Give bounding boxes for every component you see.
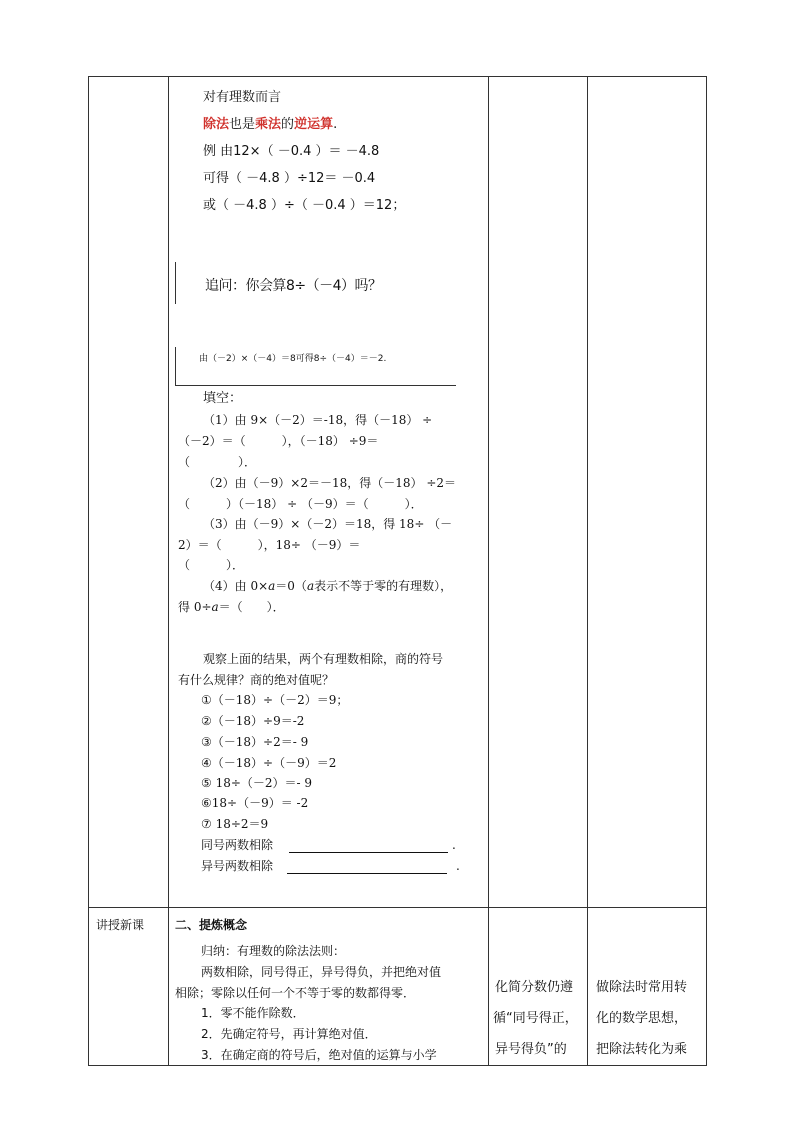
note-2: 2．先确定符号，再计算绝对值． xyxy=(201,1027,377,1041)
fill-title: 填空： xyxy=(203,391,243,406)
table-top-border xyxy=(88,76,707,77)
intent-note-line1: 做除法时常用转 xyxy=(596,980,688,995)
table-left-border xyxy=(88,76,89,1066)
diff-sign-end: . xyxy=(456,859,460,873)
rule-line1: 两数相除，同号得正，异号得负，并把绝对值 xyxy=(201,965,442,979)
answer-text: 由（－2）×（－4）＝8可得8÷（－4）＝－2. xyxy=(199,354,387,364)
observe-item: ④（－18）÷（－9）＝2 xyxy=(201,756,337,770)
term-multiplication: 乘法 xyxy=(255,117,282,132)
fill-q1-line1: （1）由 9×（－2）＝-18，得（－18） ÷ xyxy=(203,413,433,427)
question-bar xyxy=(175,262,176,304)
rule-line2: 相除；零除以任何一个不等于零的数都得零． xyxy=(175,986,416,1000)
result-line-2: 或（ －4.8 ）÷（ －0.4 ）＝12； xyxy=(203,198,406,213)
table-bottom-border xyxy=(88,1065,707,1066)
intent-note-line3: 把除法转化为乘 xyxy=(596,1042,688,1057)
diff-sign-line xyxy=(201,860,273,872)
fill-q2-line1: （2）由（－9）×2＝－18，得（－18） ÷2＝ xyxy=(203,476,457,490)
same-sign-blank xyxy=(289,852,448,853)
fill-q1-line2: （－2）＝（ ），（－18） ÷9＝ xyxy=(178,434,379,448)
note-3: 3．在确定商的符号后，绝对值的运算与小学 xyxy=(201,1048,437,1062)
section-heading: 二、提炼概念 xyxy=(175,918,248,932)
example-line: 例 由12×（ －0.4 ）＝ －4.8 xyxy=(203,144,380,159)
follow-up-question: 追问：你会算8÷（－4）吗？ xyxy=(205,278,382,294)
table-col-divider-3 xyxy=(587,76,588,1066)
observe-item: ③（－18）÷2＝- 9 xyxy=(201,735,309,749)
fill-q4-part-e: 表示不等于零的有理数）， xyxy=(314,579,453,593)
text-period: . xyxy=(333,117,338,132)
fill-q1-line3: （ ）． xyxy=(178,455,257,469)
fill-q2-line2: （ ）（－18） ÷ （－9）＝（ ）． xyxy=(178,497,423,511)
fill-q4-var-a2: a xyxy=(306,579,315,593)
observe-item: ②（－18）÷9＝-2 xyxy=(201,714,305,728)
intent-note-line2: 化的数学思想， xyxy=(596,1011,688,1026)
answer-underline xyxy=(175,385,456,386)
result-line-1: 可得（ －4.8 ）÷12＝ －0.4 xyxy=(203,171,376,186)
table-col-divider-2 xyxy=(488,76,489,1066)
division-definition xyxy=(203,118,337,131)
term-inverse-operation: 逆运算 xyxy=(294,117,334,132)
table-right-border xyxy=(706,76,707,1066)
observe-line2: 有什么规律？商的绝对值呢？ xyxy=(178,673,335,687)
fill-q4-l2-part-c: ＝（ ）． xyxy=(218,600,285,614)
intro-line: 对有理数而言 xyxy=(203,90,282,105)
design-note-line3: 异号得负”的 xyxy=(495,1042,567,1057)
same-sign-end: . xyxy=(452,838,456,852)
term-division: 除法 xyxy=(203,117,230,132)
fill-q3-line2: 2）＝（ ），18÷ （－9）＝ xyxy=(178,538,361,552)
fill-q3-line3: （ ）． xyxy=(178,558,245,572)
text-of: 的 xyxy=(281,117,295,132)
fill-q4-line2 xyxy=(178,601,285,613)
note-1: 1．零不能作除数． xyxy=(201,1006,305,1020)
table-row-divider xyxy=(88,907,707,908)
observe-line1: 观察上面的结果，两个有理数相除，商的符号 xyxy=(203,652,444,666)
text-also: 也是 xyxy=(229,117,256,132)
design-note-line2: 循“同号得正， xyxy=(493,1011,578,1026)
design-note-line1: 化简分数仍遵 xyxy=(495,980,574,995)
answer-bar xyxy=(175,347,176,385)
rule-intro: 归纳：有理数的除法法则： xyxy=(201,944,346,958)
table-col-divider-1 xyxy=(168,76,169,1066)
fill-q4-line1 xyxy=(203,580,452,592)
diff-sign-blank xyxy=(287,873,447,874)
fill-q4-l2-part-a: 得 0÷ xyxy=(178,600,212,614)
observe-item: ①（－18）÷（－2）＝9； xyxy=(201,693,349,707)
fill-q4-part-a: （4）由 0× xyxy=(203,579,269,593)
same-sign-label: 同号两数相除 xyxy=(201,838,274,852)
observe-item: ⑦ 18÷2＝9 xyxy=(201,817,269,831)
same-sign-line xyxy=(201,839,273,851)
fill-q3-line1: （3）由（－9）×（－2）＝18，得 18÷ （－ xyxy=(203,517,453,531)
observe-item: ⑥18÷（－9）＝ -2 xyxy=(201,796,309,810)
fill-q4-var-a: a xyxy=(268,579,276,593)
stage-label: 讲授新课 xyxy=(96,918,145,932)
observe-item: ⑤ 18÷（－2）＝- 9 xyxy=(201,776,313,790)
diff-sign-label: 异号两数相除 xyxy=(201,859,274,873)
fill-q4-l2-var: a xyxy=(211,600,219,614)
fill-q4-part-c: ＝0（ xyxy=(275,579,307,593)
